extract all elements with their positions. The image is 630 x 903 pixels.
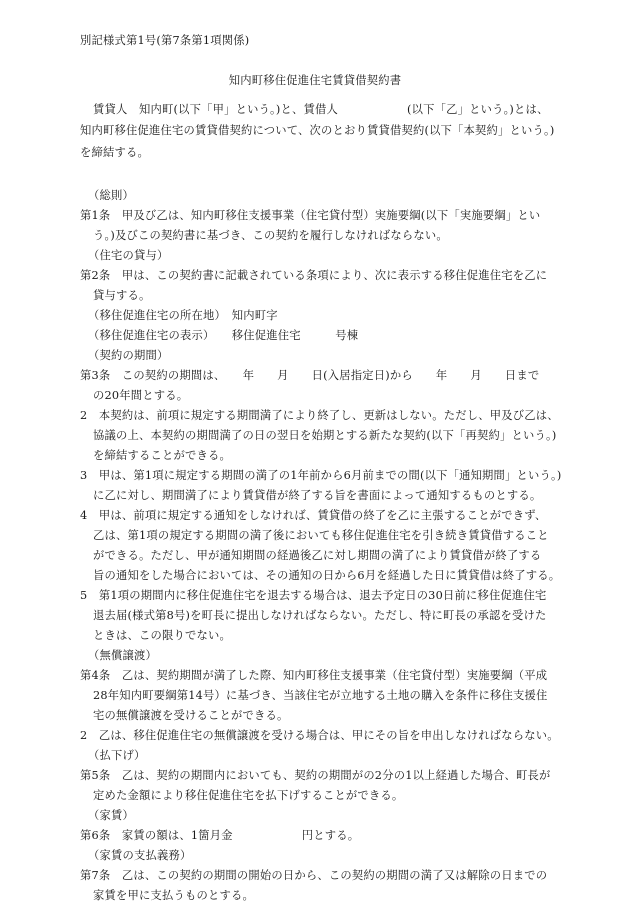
- article-line: う。)及びこの契約書に基づき、この契約を履行しなければならない。: [93, 229, 448, 242]
- article-line: 第2条 甲は、この契約書に記載されている条項により、次に表示する移住促進住宅を乙に: [80, 269, 548, 282]
- paragraph-line: ができる。ただし、甲が通知期間の経過後乙に対し期間の満了により賃貸借が終了する: [93, 549, 542, 562]
- paragraph-line: 退去届(様式第8号)を町長に提出しなければならない。ただし、特に町長の承認を受けた: [93, 609, 547, 622]
- property-designation: （移住促進住宅の表示） 移住促進住宅 号棟: [88, 329, 359, 342]
- article-line: 貸与する。: [93, 289, 151, 302]
- preamble-line: 知内町移住促進住宅の賃貸借契約について、次のとおり賃貸借契約(以下「本契約」という。): [80, 124, 555, 137]
- paragraph-line: 協議の上、本契約の期間満了の日の翌日を始期とする新たな契約(以下「再契約」という。): [93, 429, 557, 442]
- paragraph-line: 乙は、第1項の規定する期間の満了後においても移住促進住宅を引き続き賃貸借すること: [93, 529, 549, 542]
- article-line: 第3条 この契約の期間は、 年 月 日(入居指定日)から 年 月 日まで: [80, 369, 540, 382]
- paragraph-line: 2 乙は、移住促進住宅の無償譲渡を受ける場合は、甲にその旨を申出しなければならない。: [80, 729, 559, 742]
- paragraph-line: 2 本契約は、前項に規定する期間満了により終了し、更新はしない。ただし、甲及び乙は、: [80, 409, 559, 422]
- property-location: （移住促進住宅の所在地） 知内町字: [88, 309, 278, 322]
- article-line: の20年間とする。: [93, 389, 189, 402]
- paragraph-line: ときは、この限りでない。: [93, 629, 231, 642]
- article-line: 家賃を甲に支払うものとする。: [93, 889, 254, 902]
- article-line: 28年知内町要綱第14号）に基づき、当該住宅が立地する土地の購入を条件に移住支援住: [93, 689, 548, 702]
- section-heading: （住宅の貸与）: [88, 249, 169, 262]
- section-heading: （家賃）: [88, 809, 134, 822]
- section-heading: （総則）: [88, 189, 134, 202]
- paragraph-line: 3 甲は、第1項に規定する期間の満了の1年前から6月前までの間(以下「通知期間」という。): [80, 469, 562, 482]
- article-line: 第5条 乙は、契約の期間内においても、契約の期間がの2分の1以上経過した場合、町長が: [80, 769, 551, 782]
- article-line: 定めた金額により移住促進住宅を払下げすることができる。: [93, 789, 404, 802]
- form-label: 別記様式第1号(第7条第1項関係): [80, 34, 250, 47]
- section-heading: （家賃の支払義務）: [88, 849, 192, 862]
- paragraph-line: を締結することができる。: [93, 449, 231, 462]
- preamble-line: 賃貸人 知内町(以下「甲」という。)と、賃借人 (以下「乙」という。)とは、: [93, 103, 549, 116]
- section-heading: （払下げ）: [88, 749, 146, 762]
- section-heading: （契約の期間）: [88, 349, 169, 362]
- paragraph-line: 旨の通知をした場合においては、その通知の日から6月を経過した日に賃貸借は終了する。: [93, 569, 561, 582]
- preamble-line: を締結する。: [80, 146, 149, 159]
- article-line: 第1条 甲及び乙は、知内町移住支援事業（住宅貸付型）実施要綱(以下「実施要綱」とい: [80, 209, 541, 222]
- paragraph-line: 4 甲は、前項に規定する通知をしなければ、賃貸借の終了を乙に主張することができず、: [80, 509, 547, 522]
- section-heading: （無償譲渡）: [88, 649, 157, 662]
- document-title: 知内町移住促進住宅賃貸借契約書: [228, 74, 402, 87]
- paragraph-line: 5 第1項の期間内に移住促進住宅を退去する場合は、退去予定日の30日前に移住促進住宅: [80, 589, 547, 602]
- article-line: 第4条 乙は、契約期間が満了した際、知内町移住支援事業（住宅貸付型）実施要綱（平成: [80, 669, 548, 682]
- article-line: 宅の無償譲渡を受けることができる。: [93, 709, 289, 722]
- article-line: 第6条 家賃の額は、1箇月金 円とする。: [80, 829, 360, 842]
- paragraph-line: に乙に対し、期間満了により賃貸借が終了する旨を書面によって通知するものとする。: [93, 489, 542, 502]
- article-line: 第7条 乙は、この契約の期間の開始の日から、この契約の期間の満了又は解除の日までの: [80, 869, 548, 882]
